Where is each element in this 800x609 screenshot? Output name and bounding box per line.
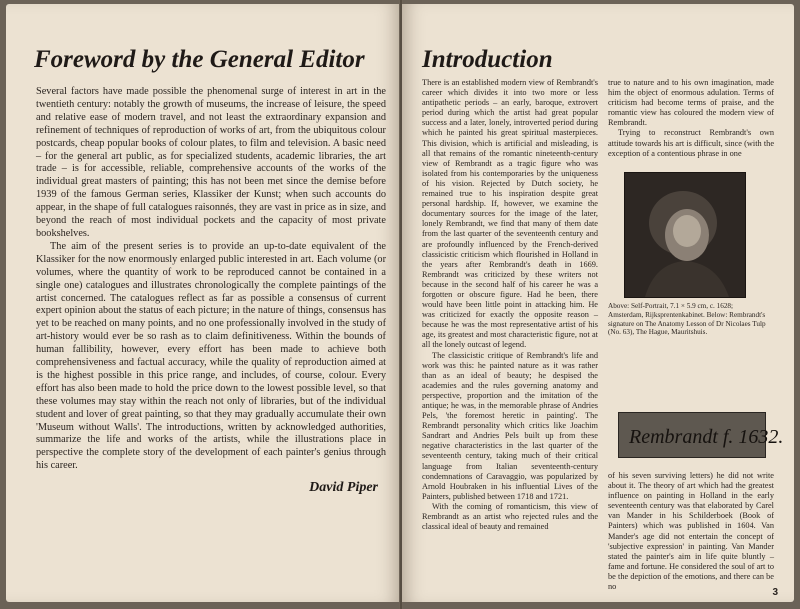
foreword-paragraph: The aim of the present series is to provide an up-to-date equivalent of the Klassiker for the now enormously enlarged public interested in art. Each volume (or volumes, where the quantity of work to be reproduced cannot be contained in a single one) catalogues and illustrates chronologically the complete paintings of the artist concerned. The catalogues reflect as far as possible a consensus of current expert opinion about the status of each picture; in the nature of things, consensus has yet to be reached on many points, and no one professionally involved in the study of art-history would ever be so rash as to claim definitiveness. Within the bounds of human fallibility, however, every effort has been made to achieve both comprehensiveness and factual accuracy, while the quality of reproduction aimed at is the highest possible in this price range, and includes, of course, colour. Every effort has also been made to hold the price down to the lowest possible level, so that these volumes may stay within the reach not only of libraries, but of the individual student and lover of great painting, so that they may gradually accumulate their own 'Museum without Walls'. The introductions, written by acknowledged authorities, summarize the life and works of the artists, while the illustrations place in perspective the complete story of the development of each painter's genius through his career.	[36, 240, 386, 472]
introduction-title: Introduction	[422, 46, 553, 73]
introduction-paragraph: With the coming of romanticism, this view of Rembrandt as an artist who rejected rules and the classical ideal of beauty and remained	[422, 501, 598, 532]
self-portrait-image	[624, 172, 746, 298]
introduction-paragraph: true to nature and to his own imagination, made him the object of enormous adulation. Terms of criticism had become terms of praise, and the romantic view has coloured the modern view of Rembrandt.	[608, 78, 774, 128]
right-page	[402, 4, 794, 602]
introduction-paragraph: of his seven surviving letters) he did not write about it. The theory of art which had the greatest influence on painting in Holland in the early seventeenth century was that elaborated by Carel van Mander in his Schilderboek (Book of Painters) which was published in 1604. Van Mander's age did not entertain the concept of 'subjective expression' in painting. Van Mander stated the painter's aim in life quite bluntly – fame and fortune. He considered the soul of art to be the depiction of the emotions, and there can be no	[608, 471, 774, 592]
introduction-paragraph: The classicistic critique of Rembrandt's life and work was this: he painted nature as it was rather than as an ideal of beauty; he despised the academies and the rules governing anatomy and perspective, proportion and the imitation of the antique; he was, in the memorable phrase of Andries Pels, 'the foremost heretic in painting'. The Rembrandt personality which critics like Joachim Sandrart and Andries Pels built up from these negative characteristics in the last quarter of the seventeenth century, taking much of their critical language from Italian seventeenth-century condemnations of Caravaggio, was popularized by Arnold Houbraken in his influential Lives of the Painters, published between 1718 and 1721.	[422, 350, 598, 501]
rembrandt-signature-image	[618, 412, 784, 458]
image-caption: Above: Self-Portrait, 7.1 × 5.9 cm, c. 1628; Amsterdam, Rijksprentenkabinet. Below: Rembrandt's signature on The Anatomy Lesson of Dr Nicolaes Tulp (No. 63), The Hague, Mauritshuis.	[608, 302, 766, 337]
page-number: 3	[772, 587, 778, 598]
introduction-column-2-bottom	[608, 471, 774, 592]
left-page	[6, 4, 400, 602]
introduction-paragraph: There is an established modern view of Rembrandt's career which divides it into two more or less antipathetic periods – an early, baroque, extrovert period during which the artist had great popular success and a later, lonely, introverted period during which he painted his great spiritual masterpieces. This division, which is artificial and misleading, is all that remains of the romantic nineteenth-century view of Rembrandt as a tragic figure who was isolated from his contemporaries by the uniqueness of his vision. Rejected by Dutch society, he remained true to his inspiration despite great personal hardship. If, however, we examine the documentary sources for the image of the later, lonely Rembrandt, we find that many of them date from the last quarter of the seventeenth century and are profoundly influenced by the French-derived classicistic criticism which flourished in Holland in the years after Rembrandt's death in 1669. Rembrandt was criticized by these writers not because in the second half of his career he was a forgotten or obscure figure. Had he been, there would have been little point in attacking him. He was criticized for exactly the opposite reason – because he was the most representative artist of his age, its greatest and most characteristic figure, not at all the lonely outcast of legend.	[422, 78, 598, 350]
introduction-column-1	[422, 78, 598, 532]
foreword-title: Foreword by the General Editor	[34, 46, 365, 73]
foreword-paragraph: Several factors have made possible the phenomenal surge of interest in art in the twentieth century: notably the growth of museums, the increase of leisure, the speed and relative ease of modern travel, and not least the extraordinary expansion and refinement of techniques of reproduction of works of art, from the ubiquitous colour postcards, cheap popular books of colour plates, to film and television. A basic need – for the general art public, as for specialized students, academic libraries, the art trade – is for accessible, reliable, comprehensive accounts of the works of the individual great masters of painting; this has not been met since the demise before 1939 of the famous German series, Klassiker der Kunst; when such accounts do appear, in the shape of full catalogues raisonnés, they are vast in price as in size, and beyond the reach of most individual pockets and the capacity of most private bookshelves.	[36, 86, 386, 239]
introduction-paragraph: Trying to reconstruct Rembrandt's own attitude towards his art is difficult, since (with the exception of a contentious phrase in one	[608, 128, 774, 158]
introduction-column-2-top	[608, 78, 774, 159]
signature-text: Rembrandt f. 1632.	[629, 426, 784, 448]
editor-signature: David Piper	[309, 480, 378, 495]
foreword-body	[36, 86, 386, 473]
